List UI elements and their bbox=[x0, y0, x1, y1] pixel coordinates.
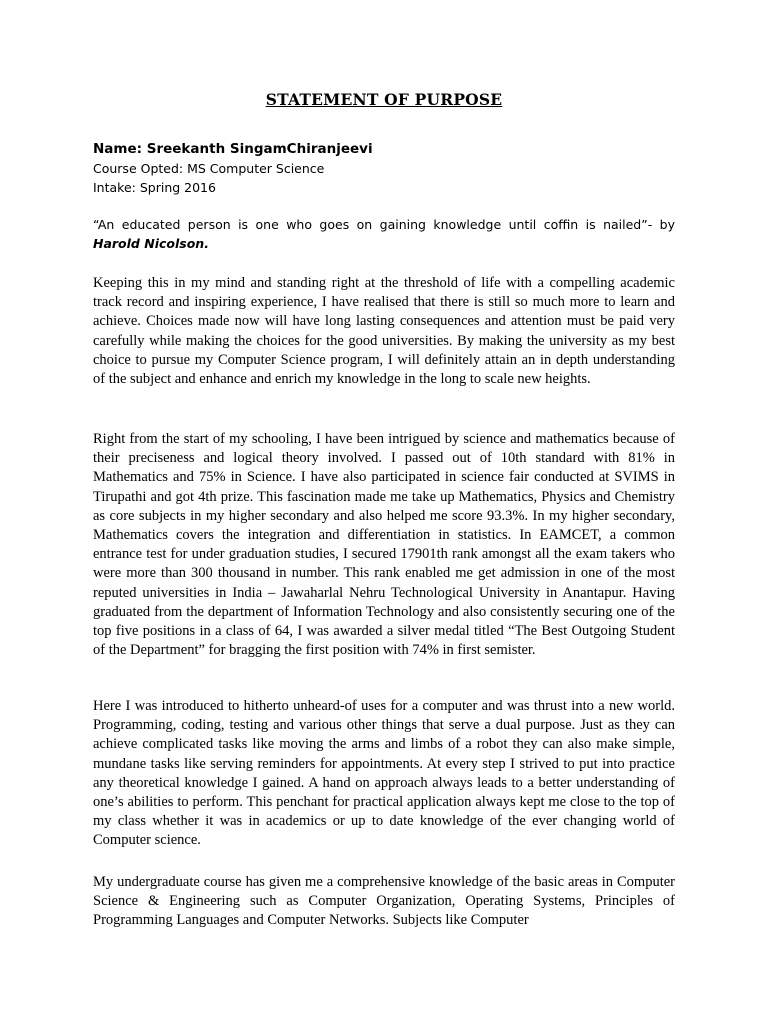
paragraph-4: My undergraduate course has given me a comprehensive knowledge of the basic areas in Computer Science & Engineering such as Computer Organization, Operating Systems, Principles of Programming Languages and Computer Networks. Subjects like Computer bbox=[93, 874, 675, 929]
opening-quote bbox=[93, 215, 675, 253]
applicant-details bbox=[93, 140, 675, 197]
page-title: STATEMENT OF PURPOSE bbox=[265, 90, 503, 109]
course-opted: Course Opted: MS Computer Science bbox=[93, 161, 325, 176]
quote-author: Harold Nicolson. bbox=[93, 236, 209, 251]
paragraph-1: Keeping this in my mind and standing right at the threshold of life with a compelling academic track record and inspiring experience, I have realised that there is still so much more to learn and achieve. Choices made now will have long lasting consequences and attention must be paid very carefully while making the choices for the good universities. By making the university as my best choice to pursue my Computer Science program, I will definitely attain an in depth understanding of the subject and enhance and enrich my knowledge in the long to scale new heights. bbox=[93, 275, 675, 388]
applicant-name: Name: Sreekanth SingamChiranjeevi bbox=[93, 141, 373, 157]
paragraph-2: Right from the start of my schooling, I have been intrigued by science and mathematics because of their preciseness and logical theory involved. I passed out of 10th standard with 81% in Mathematics and 75% in Science. I have also participated in science fair conducted at SVIMS in Tirupathi and got 4th prize. This fascination made me take up Mathematics, Physics and Chemistry as core subjects in my higher secondary and also helped me score 93.3%. In my higher secondary, Mathematics covers the integration and differentiation in statistics. In EAMCET, a common entrance test for under graduation studies, I secured 17901th rank amongst all the exam takers who were more than 300 thousand in number. This rank enabled me get admission in one of the most reputed universities in India – Jawaharlal Nehru Technological University in Anantapur. Having graduated from the department of Information Technology and also consistently securing one of the top five positions in a class of 64, I was awarded a silver medal titled “The Best Outgoing Student of the Department” for bragging the first position with 74% in first semister. bbox=[93, 431, 675, 659]
intake: Intake: Spring 2016 bbox=[93, 180, 216, 195]
paragraph-3: Here I was introduced to hitherto unheard-of uses for a computer and was thrust into a new world. Programming, coding, testing and various other things that serve a dual purpose. Just as they can achieve complicated tasks like moving the arms and limbs of a robot they can also make simple, mundane tasks like serving reminders for appointments. At every step I strived to put into practice any theoretical knowledge I gained. A hand on approach always leads to a better understanding of one’s abilities to perform. This penchant for practical application always kept me close to the top of my class whether it was in academics or up to date knowledge of the ever changing world of Computer science. bbox=[93, 698, 675, 849]
quote-text: “An educated person is one who goes on gaining knowledge until coffin is nailed”- by bbox=[93, 217, 675, 232]
